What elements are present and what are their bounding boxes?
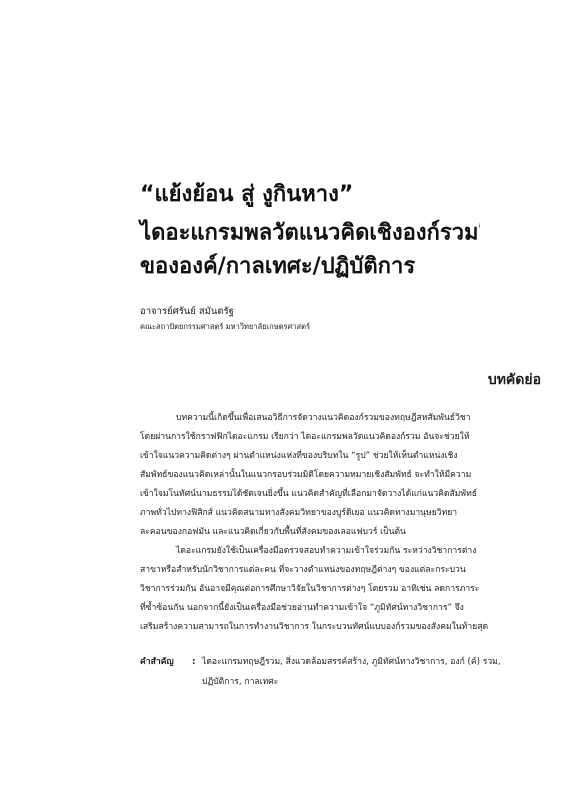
abstract-line: ภาพทั่วไปทางฟิสิกส์ แนวคิดสนามทางสังคมวิทยาของบูร์ดิเยอ แนวคิดทางมานุษยวิทยา <box>140 508 458 518</box>
keywords-line-1: ไดอะแกรมทฤษฎีรวม, สิ่งแวดล้อมสรรค์สร้าง, ภูมิทัศน์ทางวิชาการ, องก์ (ค์) รวม, <box>202 657 501 667</box>
abstract-line: เข้าใจมโนทัศน์นามธรรมได้ชัดเจนยิ่งขึ้น แนวคิดสำคัญที่เลือกมาจัดวางได้แก่แนวคิดสัมพัทธ์ <box>140 489 477 499</box>
abstract-line: ไดอะแกรมยังใช้เป็นเครื่องมือตรวจสอบทำความเข้าใจร่วมกัน ระหว่างวิชาการต่าง <box>176 546 477 556</box>
article-title <box>140 178 540 284</box>
abstract-line: ละคอนของกอฟมัน และแนวคิดเกี่ยวกับพื้นที่สังคมของเลอแฟบวร์ เป็นต้น <box>140 527 406 537</box>
keywords-colon: : <box>192 657 196 667</box>
abstract-line: เสริมสร้างความสามารถในการทำงานวิชาการ ในกระบวนทัศน์แบบองก์รวมของสังคมในท้ายสุด <box>140 622 489 632</box>
abstract-line: เข้าใจแนวความคิดต่างๆ ผ่านตำแหน่งแห่งที่ของบริบทใน “รูป” ช่วยให้เห็นตำแหน่งเชิง <box>140 451 458 461</box>
abstract-line: ที่ซ้ำซ้อนกัน นอกจากนี้ยังเป็นเครื่องมือช่วยอ่านทำความเข้าใจ “ภูมิทัศน์ทางวิชาการ” จึง <box>140 603 464 613</box>
author-name: อาจารย์ศรันย์ สมันตรัฐ <box>140 306 234 317</box>
abstract-line: สาขาหรือสำหรับนักวิชาการแต่ละคน ที่จะวางตำแหน่งของทฤษฎีต่างๆ ของแต่ละกระบวน <box>140 565 466 575</box>
title-footnote-mark: ⁱ <box>478 223 481 234</box>
abstract-line: บทความนี้เกิดขึ้นเพื่อเสนอวิธีการจัดวางแนวคิดองก์รวมของทฤษฎีสหสัมพันธ์วิชา <box>176 413 471 423</box>
abstract-line: วิชาการร่วมกัน อันอาจมีคุณต่อการศึกษาวิจัยในวิชาการต่างๆ โดยรวม อาทิเช่น ลดการภาระ <box>140 584 480 594</box>
title-line-1: “แย้งย้อน สู่ งูกินหาง” <box>140 182 354 207</box>
title-line-3: ขององค์/กาลเทศะ/ปฏิบัติการ <box>140 254 416 280</box>
author-affiliation: คณะสถาปัตยกรรมศาสตร์ มหาวิทยาลัยเกษตรศาสตร์ <box>140 322 310 331</box>
abstract-line: สัมพัทธ์ของแนวคิดเหล่านั้นในแนวกรอบร่วมมิติโดยความหมายเชิงสัมพัทธ์ จะทำให้มีความ <box>140 470 472 480</box>
keywords-block <box>140 652 540 692</box>
author-block <box>140 304 540 334</box>
abstract-body <box>140 409 540 637</box>
keywords-line-2: ปฏิบัติการ, กาลเทศะ <box>202 677 279 687</box>
title-line-2-text: ไดอะแกรมพลวัตแนวคิดเชิงองก์รวม <box>140 220 479 246</box>
keywords-row-1 <box>140 652 540 672</box>
title-line-2 <box>140 212 540 250</box>
keywords-label: คำสำคัญ <box>140 657 174 667</box>
abstract-line: โดยผ่านการใช้กราฟฟิกไดอะแกรม เรียกว่า ไดอะแกรมพลวัตแนวคิดองก์รวม อันจะช่วยให้ <box>140 432 470 442</box>
abstract-heading: บทคัดย่อ <box>487 372 541 388</box>
